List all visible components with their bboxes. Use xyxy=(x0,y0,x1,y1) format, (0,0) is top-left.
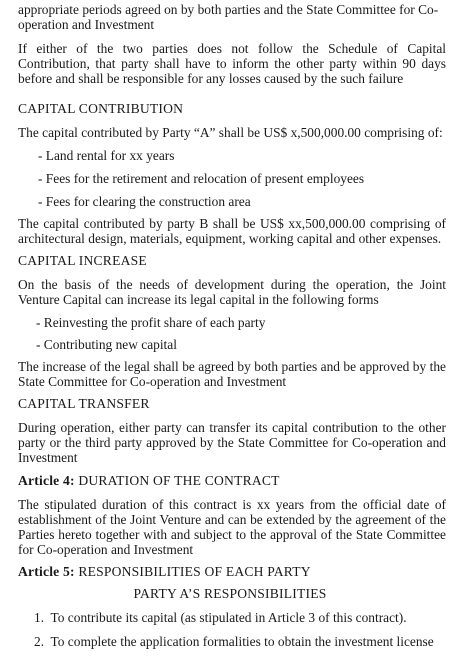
paragraph-line: for Co-operation and Investment xyxy=(18,542,194,557)
section-heading: CAPITAL TRANSFER xyxy=(18,396,150,411)
paragraph-line: Venture Capital can increase its legal capital in the following forms xyxy=(18,292,379,307)
item-text: To complete the application formalities to obtain the investment license xyxy=(50,634,434,649)
paragraph-line: The capital contributed by Party “A” shall be US$ x,500,000.00 comprising of: xyxy=(18,125,443,140)
article-label: Article 5: xyxy=(18,564,75,579)
paragraph-line: The increase of the legal shall be agreed by both parties and be approved by the xyxy=(18,359,446,374)
list-item: - Fees for the retirement and relocation of present employees xyxy=(38,171,365,186)
section-heading: CAPITAL CONTRIBUTION xyxy=(18,101,184,116)
article-heading xyxy=(18,564,446,579)
paragraph-line: The stipulated duration of this contract is xx years from the official date of xyxy=(18,497,446,512)
paragraph-line: party or the third party approved by the State Committee for Co-operation and xyxy=(18,435,446,450)
list-item: - Fees for clearing the construction area xyxy=(38,194,251,209)
item-text: To contribute its capital (as stipulated in Article 3 of this contract). xyxy=(50,610,407,625)
article-title: RESPONSIBILITIES OF EACH PARTY xyxy=(78,564,311,579)
paragraph-line: Investment xyxy=(18,450,78,465)
paragraph-line: If either of the two parties does not follow the Schedule of Capital xyxy=(18,41,446,56)
paragraph-line: architectural design, materials, equipment, working capital and other expenses. xyxy=(18,231,442,246)
paragraph-line: Contribution, that party shall have to inform the other party within 90 days xyxy=(18,56,446,71)
paragraph-line: The capital contributed by party B shall be US$ xx,500,000.00 comprising of xyxy=(18,216,446,231)
paragraph-line: establishment of the Joint Venture and can be extended by the agreement of the xyxy=(18,512,446,527)
sub-heading: PARTY A’S RESPONSIBILITIES xyxy=(133,586,327,601)
text-line: appropriate periods agreed on by both parties and the State Committee for Co- xyxy=(18,2,439,17)
paragraph-line: before and shall be responsible for any losses caused by the such failure xyxy=(18,71,404,86)
list-item: - Land rental for xx years xyxy=(38,148,175,163)
article-label: Article 4: xyxy=(18,473,75,488)
paragraph-line: During operation, either party can transfer its capital contribution to the other xyxy=(18,420,446,435)
text-line: operation and Investment xyxy=(18,17,155,32)
article-heading xyxy=(18,473,446,488)
paragraph-line: On the basis of the needs of development during the operation, the Joint xyxy=(18,277,446,292)
list-item: - Reinvesting the profit share of each party xyxy=(36,315,266,330)
item-number: 2. xyxy=(34,634,45,649)
paragraph-line: Parties hereto together with and subject to the approval of the State Committee xyxy=(18,527,446,542)
item-number: 1. xyxy=(34,610,45,625)
list-item: - Contributing new capital xyxy=(36,337,177,352)
numbered-item xyxy=(34,610,460,625)
paragraph-line: State Committee for Co-operation and Investment xyxy=(18,374,287,389)
article-title: DURATION OF THE CONTRACT xyxy=(78,473,280,488)
section-heading: CAPITAL INCREASE xyxy=(18,253,147,268)
numbered-item xyxy=(34,634,460,649)
